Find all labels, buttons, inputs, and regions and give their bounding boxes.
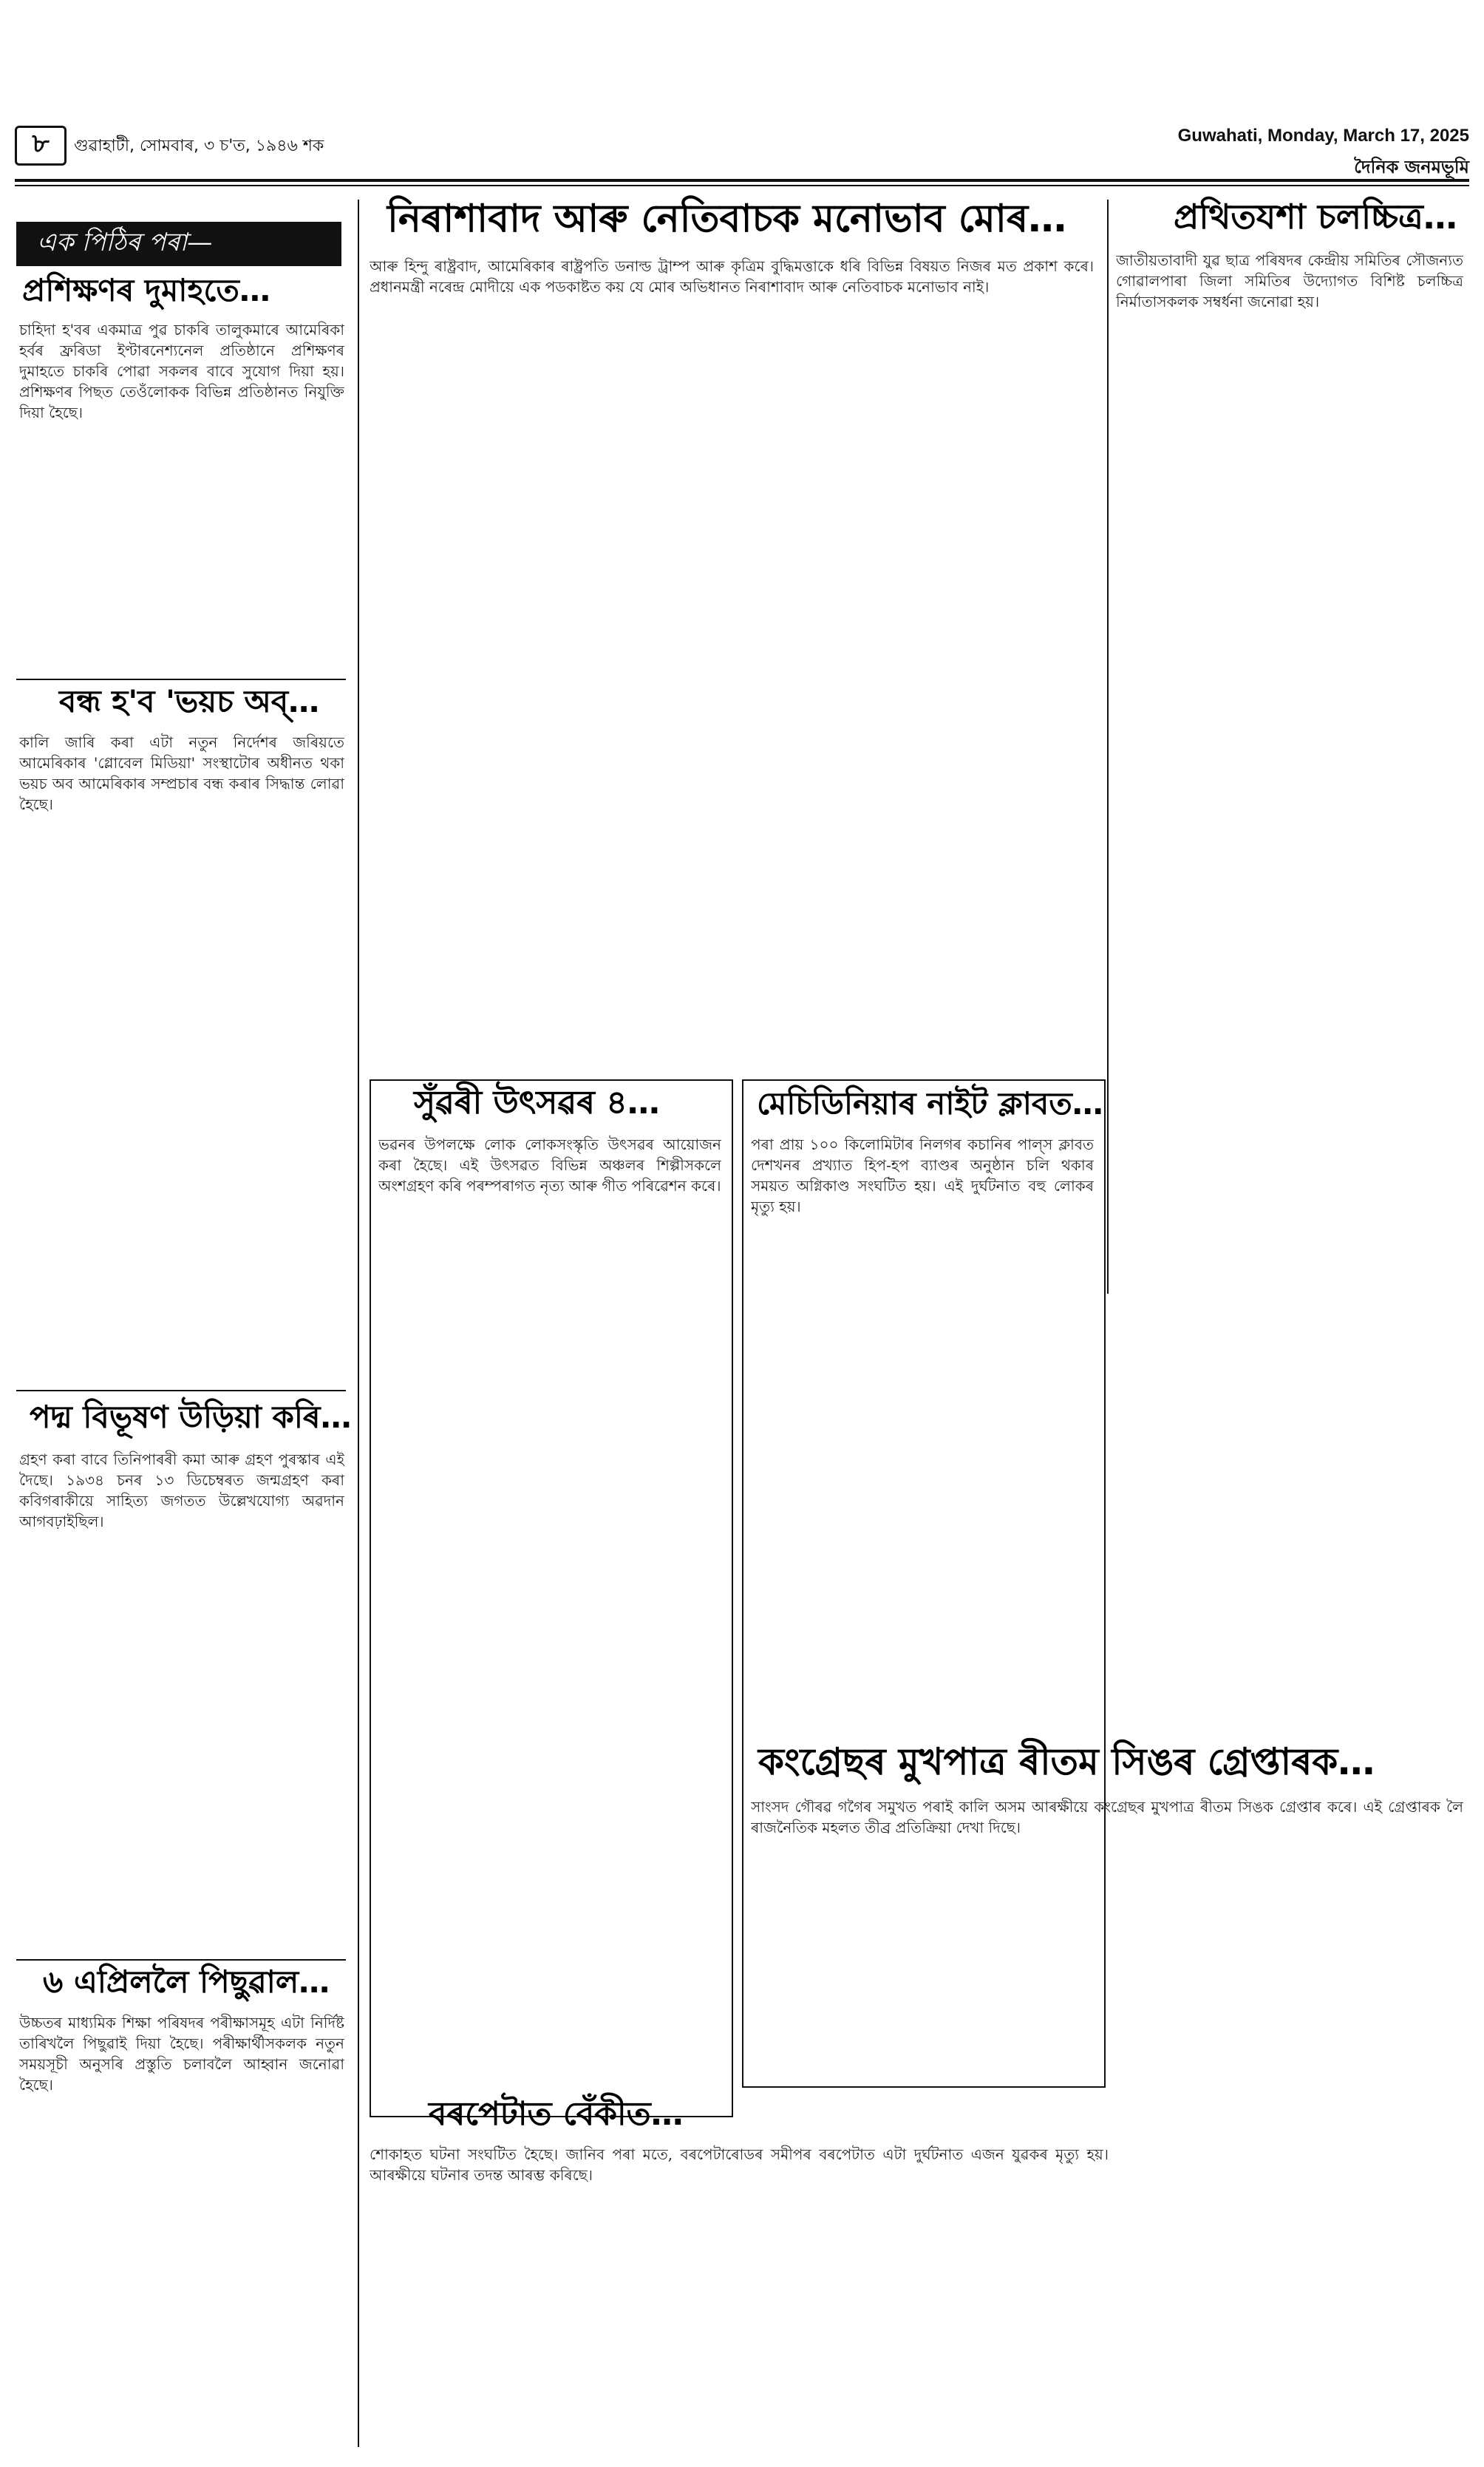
- header-rule-thin: [15, 185, 1469, 186]
- article-headline[interactable]: মেচিডিনিয়াৰ নাইট ক্লাবত…: [757, 1085, 1103, 1121]
- article-headline[interactable]: পদ্ম বিভূষণ উড়িয়া কৰি…: [30, 1399, 352, 1435]
- article-body: চাহিদা হ'বৰ একমাত্ৰ পুৱ চাকৰি তালুকমাৰে আমেৰিকা হৰ্বৰ ফ্ৰৰিডা ইণ্টাৰনেশ্যনেল প্ৰতিষ্ঠানে প্ৰশিক্ষণৰ দুমাহতে চাকৰি পোৱা সকলৰ বাবে সুযোগ দিয়া হয়। প্ৰশিক্ষণৰ পিছত তেওঁলোকক বিভিন্ন প্ৰতিষ্ঠানত নিযুক্তি দিয়া হৈছে।: [19, 321, 344, 421]
- article-body: পৰা প্ৰায় ১০০ কিলোমিটাৰ নিলগৰ কচানিৰ পাল্স ক্লাবত দেশখনৰ প্ৰখ্যাত হিপ-হপ ব্যাণ্ডৰ অনুষ্ঠান চলি থকাৰ সময়ত অগ্নিকাণ্ড সংঘটিত হয়। এই দুৰ্ঘটনাত বহু লোকৰ মৃত্যু হয়।: [751, 1136, 1094, 1215]
- article-headline[interactable]: বৰপেটাত বেঁকীত…: [429, 2095, 684, 2133]
- article-body: আৰু হিন্দু ৰাষ্ট্ৰবাদ, আমেৰিকাৰ ৰাষ্ট্ৰপতি ডনাল্ড ট্ৰাম্প আৰু কৃত্ৰিম বুদ্ধিমত্তাকে ধৰি বিভিন্ন বিষয়ত নিজৰ মত প্ৰকাশ কৰে। প্ৰধানমন্ত্ৰী নৰেন্দ্ৰ মোদীয়ে এক পডকাষ্টত কয় যে মোৰ অভিধানত নিৰাশাবাদ আৰু নেতিবাচক মনোভাব নাই।: [370, 257, 1094, 296]
- article-body: কালি জাৰি কৰা এটা নতুন নিৰ্দেশৰ জৰিয়তে আমেৰিকাৰ 'গ্লোবেল মিডিয়া' সংস্থাটোৰ অধীনত থকা ভয়চ অব আমেৰিকাৰ সম্প্ৰচাৰ বন্ধ কৰাৰ সিদ্ধান্ত লোৱা হৈছে।: [19, 733, 344, 813]
- article-headline[interactable]: প্ৰথিতযশা চলচ্চিত্ৰ…: [1174, 197, 1457, 237]
- header-date-assamese: গুৱাহাটী, সোমবাৰ, ৩ চ'ত, ১৯৪৬ শক: [74, 137, 324, 155]
- article-headline[interactable]: ৬ এপ্ৰিললৈ পিছুৱাল…: [43, 1964, 330, 2000]
- column-banner: এক পিঠিৰ পৰা—: [16, 222, 341, 266]
- article-headline[interactable]: বন্ধ হ'ব 'ভয়চ অব্…: [59, 683, 320, 719]
- column-divider: [1107, 200, 1109, 1294]
- header-rule: [15, 179, 1469, 182]
- article-body: জাতীয়তাবাদী যুৱ ছাত্ৰ পৰিষদৰ কেন্দ্ৰীয় সমিতিৰ সৌজন্যত গোৱালপাৰা জিলা সমিতিৰ উদ্যোগত বিশিষ্ট চলচ্চিত্ৰ নিৰ্মাতাসকলক সম্বৰ্ধনা জনোৱা হয়।: [1116, 251, 1463, 311]
- article-headline[interactable]: নিৰাশাবাদ আৰু নেতিবাচক মনোভাব মোৰ…: [387, 197, 1067, 241]
- article-divider: [16, 1959, 346, 1961]
- article-body: গ্ৰহণ কৰা বাবে তিনিপাৰৰী কমা আৰু গ্ৰহণ পুৰস্কাৰ এই দৈছে। ১৯৩৪ চনৰ ১৩ ডিচেম্বৰত জন্মগ্ৰহণ কৰা কবিগৰাকীয়ে সাহিত্য জগতত উল্লেখযোগ্য অৱদান আগবঢ়াইছিল।: [19, 1450, 344, 1530]
- article-body: উচ্চতৰ মাধ্যমিক শিক্ষা পৰিষদৰ পৰীক্ষাসমূহ এটা নিৰ্দিষ্ট তাৰিখলৈ পিছুৱাই দিয়া হৈছে। পৰীক্ষাৰ্থীসকলক নতুন সময়সূচী অনুসৰি প্ৰস্তুতি চলাবলৈ আহ্বান জনোৱা হৈছে।: [19, 2014, 344, 2094]
- header-date-english: Guwahati, Monday, March 17, 2025: [1177, 126, 1469, 146]
- article-body: সাংসদ গৌৰৱ গগৈৰ সমুখত পৰাই কালি অসম আৰক্ষীয়ে কংগ্ৰেছৰ মুখপাত্ৰ ৰীতম সিঙক গ্ৰেপ্তাৰ কৰে। এই গ্ৰেপ্তাৰক লৈ ৰাজনৈতিক মহলত তীব্ৰ প্ৰতিক্ৰিয়া দেখা দিছে।: [751, 1798, 1463, 1836]
- article-headline[interactable]: কংগ্ৰেছৰ মুখপাত্ৰ ৰীতম সিঙৰ গ্ৰেপ্তাৰক…: [758, 1740, 1375, 1783]
- article-body: শোকাহত ঘটনা সংঘটিত হৈছে। জানিব পৰা মতে, বৰপেটাৰোডৰ সমীপৰ বৰপেটাত এটা দুৰ্ঘটনাত এজন যুৱকৰ মৃত্যু হয়। আৰক্ষীয়ে ঘটনাৰ তদন্ত আৰম্ভ কৰিছে।: [370, 2145, 1109, 2184]
- article-headline[interactable]: সুঁৱৰী উৎসৱৰ ৪…: [414, 1084, 660, 1121]
- newspaper-name: দৈনিক জনমভূমি: [1354, 157, 1469, 177]
- article-body: ভৱনৰ উপলক্ষে লোক লোকসংস্কৃতি উৎসৱৰ আয়োজন কৰা হৈছে। এই উৎসৱত বিভিন্ন অঞ্চলৰ শিল্পীসকলে অংশগ্ৰহণ কৰি পৰম্পৰাগত নৃত্য আৰু গীত পৰিৱেশন কৰে।: [378, 1136, 721, 1195]
- article-divider: [16, 679, 346, 680]
- article-divider: [16, 1390, 346, 1391]
- article-headline[interactable]: প্ৰশিক্ষণৰ দুমাহতে…: [22, 272, 270, 308]
- column-divider: [358, 200, 359, 2447]
- page-number: ৮: [15, 126, 67, 166]
